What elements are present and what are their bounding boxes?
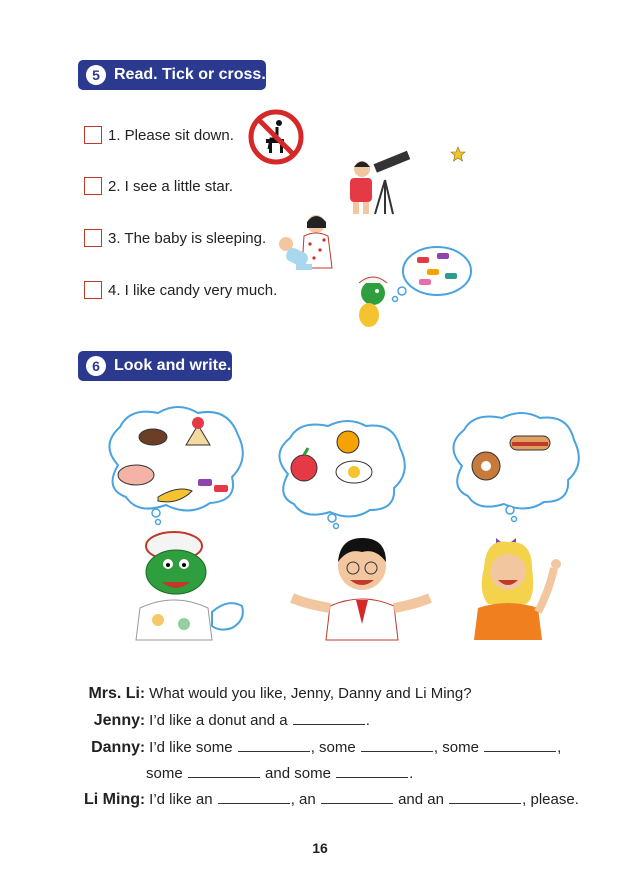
section-5-header (78, 60, 266, 90)
dialogue-2-part-1: I’d like a donut and a (149, 712, 288, 729)
dialogue-4-part-3: . (409, 765, 414, 782)
telescope-girl-icon (345, 152, 415, 218)
danny-thought-bubble (270, 418, 406, 528)
tick-box-3[interactable] (84, 229, 102, 247)
answer-blank[interactable] (484, 739, 556, 752)
tick-box-1[interactable] (84, 126, 102, 144)
answer-blank[interactable] (188, 765, 260, 778)
dialogue-line-3: Danny: I’d like some , some , some , (78, 739, 561, 757)
answer-blank[interactable] (336, 765, 408, 778)
dialogue-3-part-2: , some (310, 739, 356, 756)
dialogue-5-part-4: , please. (522, 791, 579, 808)
dialogue-5-part-3: and an (398, 791, 444, 808)
section-6-header (78, 351, 232, 381)
dialogue-5-part-2: , an (290, 791, 316, 808)
jenny-character (466, 528, 572, 640)
tick-item-1 (84, 124, 234, 146)
section-5-number: 5 (86, 65, 106, 85)
dialogue-line-5: Li Ming: I’d like an , an and an , please. (78, 791, 579, 809)
dialogue-4-part-2: and some (265, 765, 331, 782)
dialogue-4-part-1: some (146, 765, 183, 782)
speaker-jenny: Jenny (93, 712, 140, 729)
dinosaur-character (124, 528, 250, 640)
dialogue-3-part-1: I’d like some (149, 739, 233, 756)
speaker-danny: Danny (91, 739, 140, 756)
dialogue-3-part-4: , (557, 739, 562, 756)
tick-item-1-text: 1. Please sit down. (108, 126, 234, 144)
tick-box-4[interactable] (84, 281, 102, 299)
answer-blank[interactable] (361, 739, 433, 752)
speaker-li-ming: Li Ming (84, 791, 140, 808)
answer-blank[interactable] (218, 791, 290, 804)
dialogue-5-part-1: I’d like an (149, 791, 213, 808)
dialogue-3-part-3: , some (433, 739, 479, 756)
answer-blank[interactable] (449, 791, 521, 804)
star-icon (450, 146, 466, 162)
dialogue-line-1: Mrs. Li: What would you like, Jenny, Danny and Li Ming? (78, 685, 472, 703)
answer-blank[interactable] (238, 739, 310, 752)
tick-item-4-text: 4. I like candy very much. (108, 281, 278, 299)
answer-blank[interactable] (321, 791, 393, 804)
tick-item-4 (84, 279, 277, 301)
mother-baby-icon (270, 210, 340, 278)
dinosaur-candy-thought-icon (345, 243, 475, 329)
dialogue-line-4 (146, 765, 413, 782)
tick-item-3-text: 3. The baby is sleeping. (108, 229, 267, 247)
tick-item-2-text: 2. I see a little star. (108, 177, 234, 195)
dialogue-line-2: Jenny: I’d like a donut and a . (78, 712, 370, 730)
no-sitting-sign-icon (247, 109, 307, 165)
dialogue-2-part-2: . (365, 712, 370, 729)
tick-item-2 (84, 175, 233, 197)
speaker-mrs-li: Mrs. Li (88, 685, 140, 702)
danny-character (286, 528, 436, 640)
tick-box-2[interactable] (84, 177, 102, 195)
dinosaur-thought-bubble (98, 405, 248, 525)
answer-blank[interactable] (293, 712, 365, 725)
section-6-title: Look and write. (114, 357, 232, 374)
section-5-title: Read. Tick or cross. (114, 66, 266, 83)
page-number: 16 (312, 840, 328, 856)
jenny-thought-bubble (444, 410, 580, 522)
tick-item-3 (84, 227, 266, 249)
section-6-number: 6 (86, 356, 106, 376)
dialogue-text-1: What would you like, Jenny, Danny and Li Ming? (149, 685, 472, 702)
